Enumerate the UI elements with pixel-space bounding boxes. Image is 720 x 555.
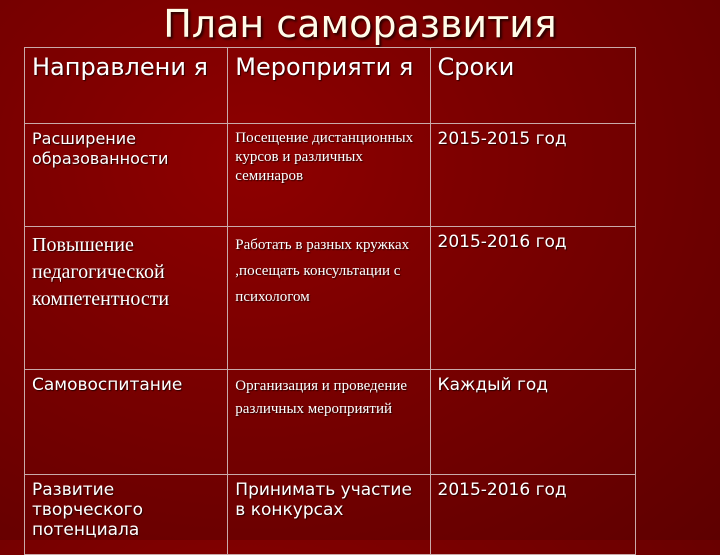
- table-row: [25, 475, 636, 555]
- cell-term: 2015-2016 год: [430, 475, 635, 555]
- header-directions: Направлени я: [25, 48, 228, 124]
- cell-term: 2015-2016 год: [430, 227, 635, 370]
- cell-direction: Развитие творческого потенциала: [25, 475, 228, 555]
- header-activities: Мероприяти я: [228, 48, 430, 124]
- cell-activity: Работать в разных кружках ,посещать консультации с психологом: [228, 227, 430, 370]
- self-development-plan-table: [24, 47, 636, 555]
- cell-direction: Расширение образованности: [25, 124, 228, 227]
- table-row: [25, 370, 636, 475]
- slide-title: План саморазвития: [163, 2, 557, 46]
- cell-activity: Организация и проведение различных мероприятий: [228, 370, 430, 475]
- cell-term: 2015-2015 год: [430, 124, 635, 227]
- cell-direction: Повышение педагогической компетентности: [25, 227, 228, 370]
- table-row: [25, 227, 636, 370]
- cell-activity: Посещение дистанционных курсов и различных семинаров: [228, 124, 430, 227]
- table-row: [25, 124, 636, 227]
- header-terms: Сроки: [430, 48, 635, 124]
- cell-term: Каждый год: [430, 370, 635, 475]
- table-header-row: [25, 48, 636, 124]
- cell-direction: Самовоспитание: [25, 370, 228, 475]
- cell-activity: Принимать участие в конкурсах: [228, 475, 430, 555]
